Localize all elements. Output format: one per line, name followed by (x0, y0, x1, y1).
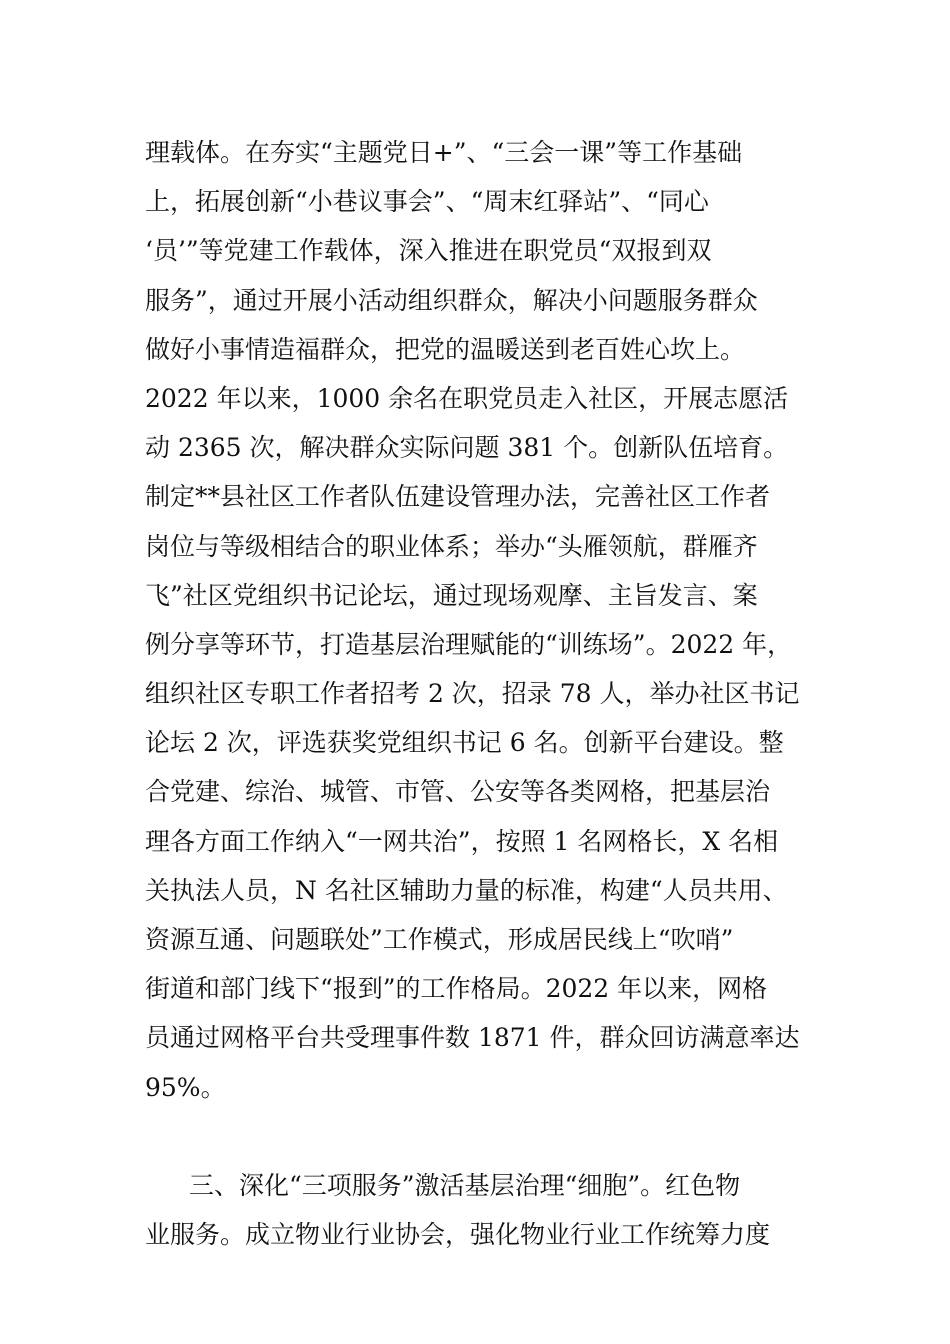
text-line: ‘员’”等党建工作载体，深入推进在职党员“双报到双 (145, 236, 712, 266)
text-line: 上，拓展创新“小巷议事会”、“周末红驿站”、“同心 (145, 187, 709, 217)
text-line: 2022 年以来，1000 余名在职党员走入社区，开展志愿活 (145, 383, 789, 413)
text-line: 论坛 2 次，评选获奖党组织书记 6 名。创新平台建设。整 (145, 728, 784, 758)
paragraph-1 (145, 128, 825, 1112)
text-line: 组织社区专职工作者招考 2 次，招录 78 人，举办社区书记 (145, 679, 800, 709)
text-line: 动 2365 次，解决群众实际问题 381 个。创新队伍培育。 (145, 433, 789, 463)
text-line: 合党建、综治、城管、市管、公安等各类网格，把基层治 (145, 777, 771, 807)
text-line: 做好小事情造福群众，把党的温暖送到老百姓心坎上。 (145, 334, 746, 364)
text-line: 制定**县社区工作者队伍建设管理办法，完善社区工作者 (145, 482, 771, 512)
text-line: 员通过网格平台共受理事件数 1871 件，群众回访满意率达 (145, 1023, 800, 1053)
text-line: 关执法人员，N 名社区辅助力量的标准，构建“人员共用、 (145, 875, 788, 905)
text-line: 例分享等环节，打造基层治理赋能的“训练场”。2022 年， (145, 629, 793, 659)
text-line: 理各方面工作纳入“一网共治”，按照 1 名网格长，X 名相 (145, 826, 779, 856)
paragraph-spacer (145, 1112, 825, 1161)
text-line: 服务”，通过开展小活动组织群众，解决小问题服务群众 (145, 285, 758, 315)
text-line: 95%。 (145, 1072, 226, 1102)
text-line: 业服务。成立物业行业协会，强化物业行业工作统筹力度 (145, 1220, 771, 1250)
text-line: 三、深化“三项服务”激活基层治理“细胞”。红色物 (189, 1170, 741, 1200)
body-text (145, 128, 825, 1259)
text-line: 理载体。在夯实“主题党日+”、“三会一课”等工作基础 (145, 138, 743, 167)
text-line: 街道和部门线下“报到”的工作格局。2022 年以来，网格 (145, 974, 768, 1004)
text-line: 飞”社区党组织书记论坛，通过现场观摩、主旨发言、案 (145, 580, 758, 610)
text-line: 岗位与等级相结合的职业体系；举办“头雁领航，群雁齐 (145, 531, 758, 561)
text-line: 资源互通、问题联处”工作模式，形成居民线上“吹哨” (145, 925, 734, 954)
paragraph-2 (145, 1161, 825, 1259)
